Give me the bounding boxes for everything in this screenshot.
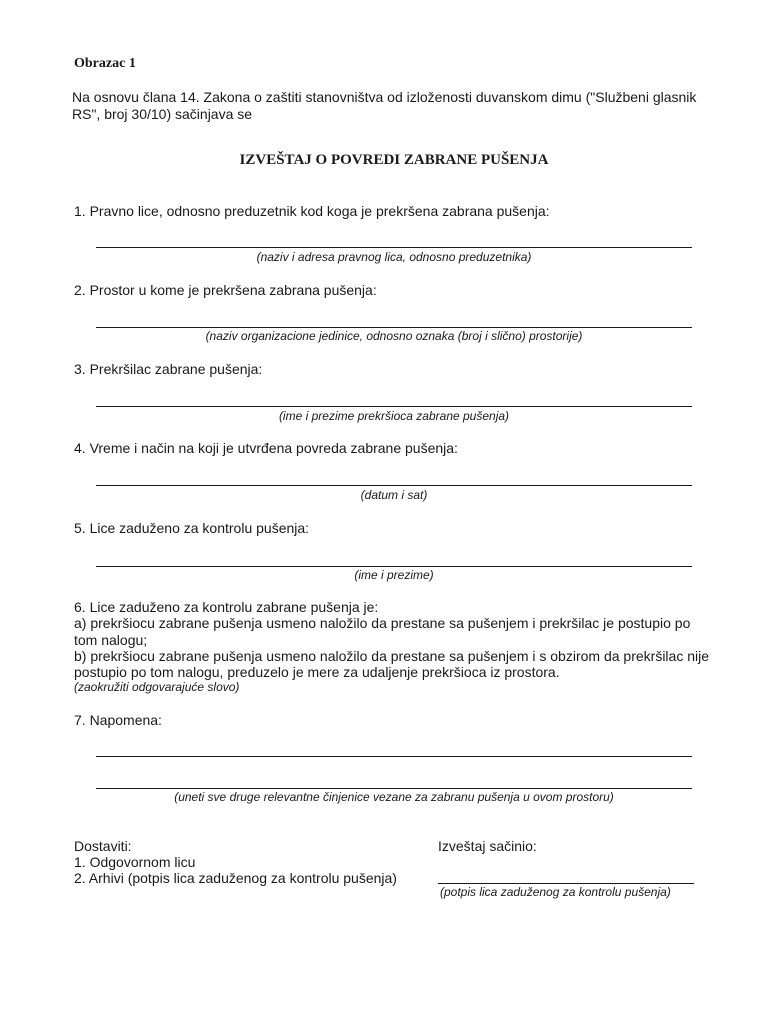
- section-5-answer-line[interactable]: [96, 566, 692, 567]
- section-2-answer-line[interactable]: [96, 327, 692, 328]
- section-2-label: 2. Prostor u kome je prekršena zabrana pušenja:: [74, 282, 377, 298]
- option-a-line-1[interactable]: a) prekršiocu zabrane pušenja usmeno naložilo da prestane sa pušenjem i prekršilac je postupio po: [74, 615, 691, 631]
- deliver-item-1: 1. Odgovornom licu: [74, 854, 196, 870]
- section-4-hint: (datum i sat): [360, 488, 428, 502]
- intro-line-2: RS", broj 30/10) sačinjava se: [72, 106, 253, 122]
- section-5-label: 5. Lice zaduženo za kontrolu pušenja:: [74, 520, 310, 536]
- section-6-note: (zaokružiti odgovarajuće slovo): [74, 680, 240, 694]
- signature-hint: (potpis lica zaduženog za kontrolu pušenja): [440, 885, 671, 899]
- section-6-label: 6. Lice zaduženo za kontrolu zabrane pušenja je:: [74, 599, 379, 615]
- document-title: IZVEŠTAJ O POVREDI ZABRANE PUŠENJA: [239, 152, 549, 168]
- section-3-label: 3. Prekršilac zabrane pušenja:: [74, 361, 263, 377]
- section-7-label: 7. Napomena:: [74, 712, 162, 728]
- deliver-item-2: 2. Arhivi (potpis lica zaduženog za kontrolu pušenja): [74, 870, 397, 886]
- option-b-line-1[interactable]: b) prekršiocu zabrane pušenja usmeno naložilo da prestane sa pušenjem i s obzirom da prekršilac nije: [74, 648, 710, 664]
- section-1-label: 1. Pravno lice, odnosno preduzetnik kod koga je prekršena zabrana pušenja:: [74, 203, 550, 219]
- section-3-answer-line[interactable]: [96, 406, 692, 407]
- intro-line-1: Na osnovu člana 14. Zakona o zaštiti stanovništva od izloženosti duvanskom dimu ("Službeni glasnik: [72, 89, 697, 105]
- section-7-hint: (uneti sve druge relevantne činjenice vezane za zabranu pušenja u ovom prostoru): [174, 790, 614, 804]
- section-2-hint: (naziv organizacione jedinice, odnosno oznaka (broj i slično) prostorije): [205, 329, 583, 343]
- section-4-answer-line[interactable]: [96, 485, 692, 486]
- signature-line[interactable]: [438, 883, 694, 884]
- section-4-label: 4. Vreme i način na koji je utvrđena povreda zabrane pušenja:: [74, 440, 458, 456]
- section-3-hint: (ime i prezime prekršioca zabrane pušenja): [278, 409, 510, 423]
- section-1-answer-line[interactable]: [96, 247, 692, 248]
- form-label: Obrazac 1: [74, 56, 136, 71]
- section-7-answer-line-1[interactable]: [96, 756, 692, 757]
- deliver-label: Dostaviti:: [74, 838, 132, 854]
- option-a-line-2[interactable]: tom nalogu;: [74, 632, 148, 648]
- section-5-hint: (ime i prezime): [354, 568, 434, 582]
- option-b-line-2[interactable]: postupio po tom nalogu, preduzelo je mere za udaljenje prekršioca iz prostora.: [74, 664, 560, 680]
- section-7-answer-line-2[interactable]: [96, 788, 692, 789]
- report-made-by-label: Izveštaj sačinio:: [438, 838, 537, 854]
- section-1-hint: (naziv i adresa pravnog lica, odnosno preduzetnika): [256, 250, 532, 264]
